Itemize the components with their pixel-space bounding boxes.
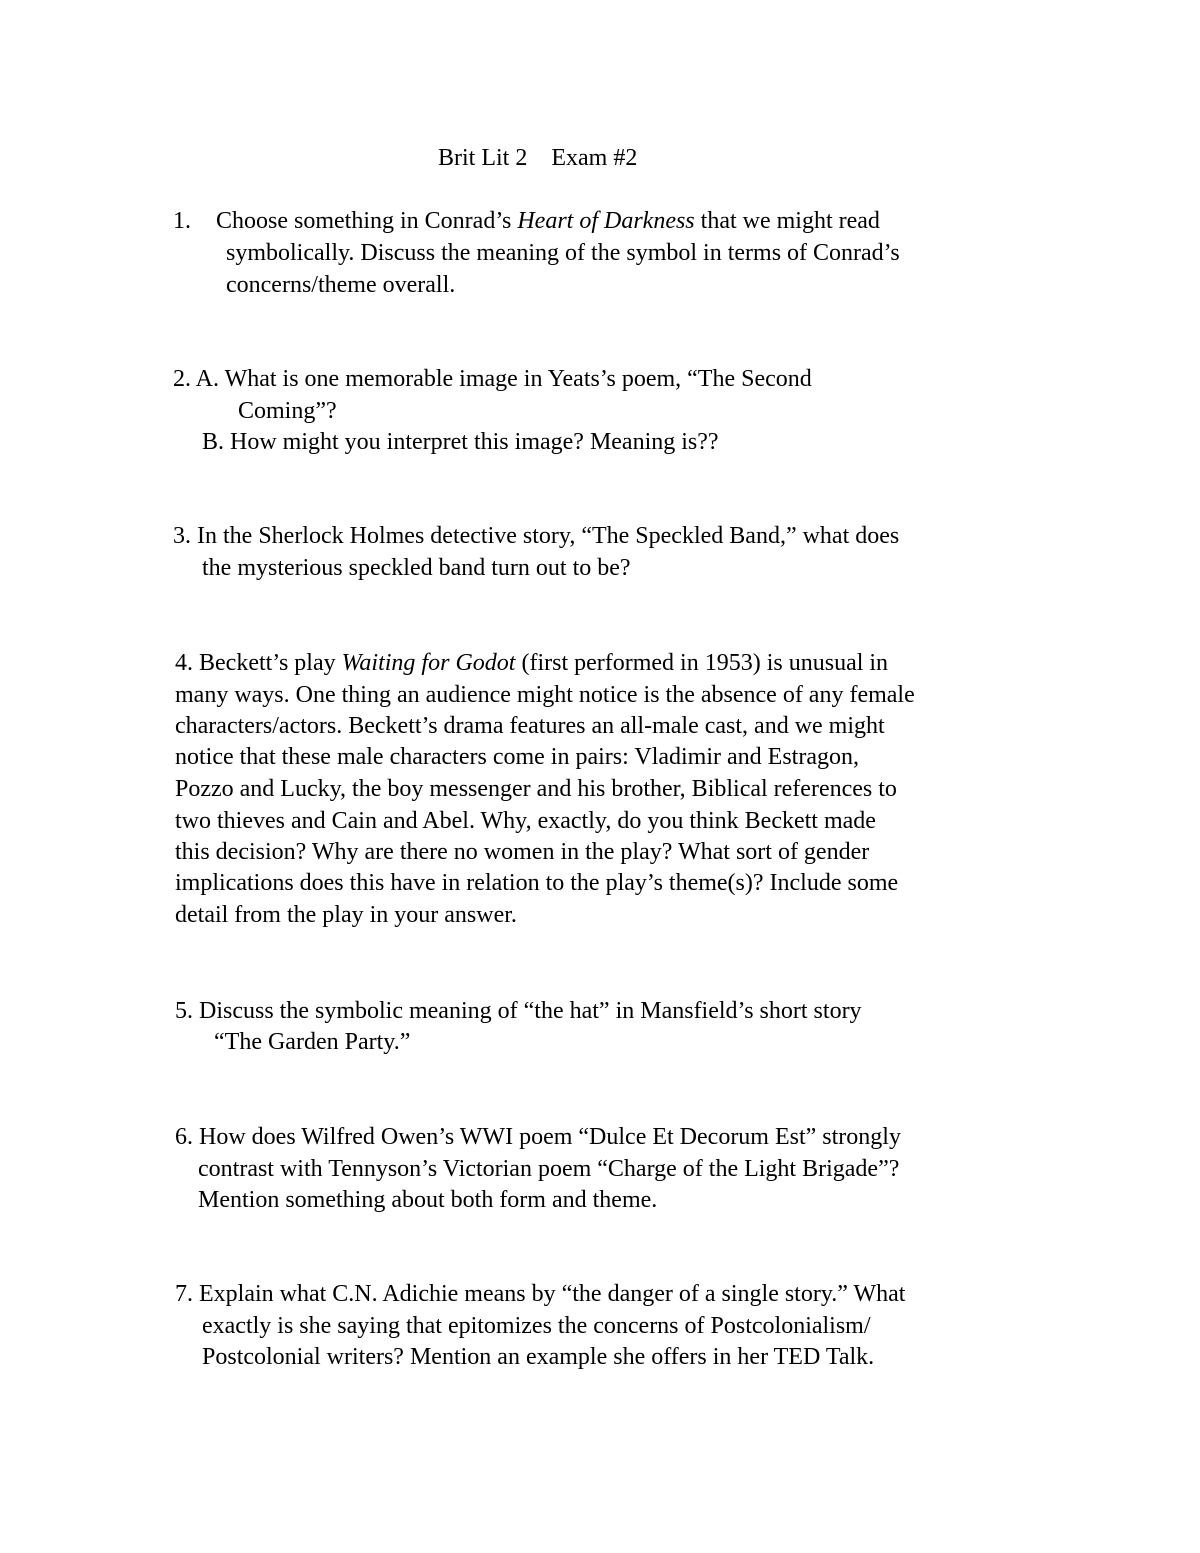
question-1-line-2: symbolically. Discuss the meaning of the symbol in terms of Conrad’s xyxy=(226,240,900,266)
question-4-line-7: this decision? Why are there no women in the play? What sort of gender xyxy=(175,839,870,865)
question-4-line-6: two thieves and Cain and Abel. Why, exactly, do you think Beckett made xyxy=(175,808,876,834)
question-4-line-9: detail from the play in your answer. xyxy=(175,902,517,928)
question-6-line-3: Mention something about both form and theme. xyxy=(198,1187,658,1213)
question-4-line-4: notice that these male characters come in pairs: Vladimir and Estragon, xyxy=(175,744,859,770)
question-3-line-1: 3. In the Sherlock Holmes detective story, “The Speckled Band,” what does xyxy=(173,523,900,549)
question-7-line-1: 7. Explain what C.N. Adichie means by “the danger of a single story.” What xyxy=(175,1281,906,1307)
question-2b-line: B. How might you interpret this image? Meaning is?? xyxy=(202,429,719,455)
question-1-line-3: concerns/theme overall. xyxy=(226,272,456,298)
question-6-line-1: 6. How does Wilfred Owen’s WWI poem “Dulce Et Decorum Est” strongly xyxy=(175,1124,901,1150)
question-4-line-1: 4. Beckett’s play Waiting for Godot (first performed in 1953) is unusual in xyxy=(175,650,889,676)
question-4-line-2: many ways. One thing an audience might notice is the absence of any female xyxy=(175,682,915,708)
question-4-line-8: implications does this have in relation to the play’s theme(s)? Include some xyxy=(175,870,899,896)
question-7-line-3: Postcolonial writers? Mention an example she offers in her TED Talk. xyxy=(202,1344,875,1370)
question-5-line-2: “The Garden Party.” xyxy=(214,1029,411,1055)
question-4-line-5: Pozzo and Lucky, the boy messenger and his brother, Biblical references to xyxy=(175,776,897,802)
question-7-line-2: exactly is she saying that epitomizes the concerns of Postcolonialism/ xyxy=(202,1313,871,1339)
title-course: Brit Lit 2 xyxy=(438,145,528,171)
question-2a-line-2: Coming”? xyxy=(238,398,337,424)
question-4-line-3: characters/actors. Beckett’s drama features an all-male cast, and we might xyxy=(175,713,885,739)
title-exam: Exam #2 xyxy=(551,145,638,171)
question-6-line-2: contrast with Tennyson’s Victorian poem “Charge of the Light Brigade”? xyxy=(198,1156,900,1182)
question-5-line-1: 5. Discuss the symbolic meaning of “the hat” in Mansfield’s short story xyxy=(175,998,862,1024)
question-2a-line-1: 2. A. What is one memorable image in Yeats’s poem, “The Second xyxy=(173,366,812,392)
page-title xyxy=(438,143,637,174)
question-1-line-1: 1. Choose something in Conrad’s Heart of Darkness that we might read xyxy=(173,208,880,234)
question-3-line-2: the mysterious speckled band turn out to be? xyxy=(202,555,631,581)
